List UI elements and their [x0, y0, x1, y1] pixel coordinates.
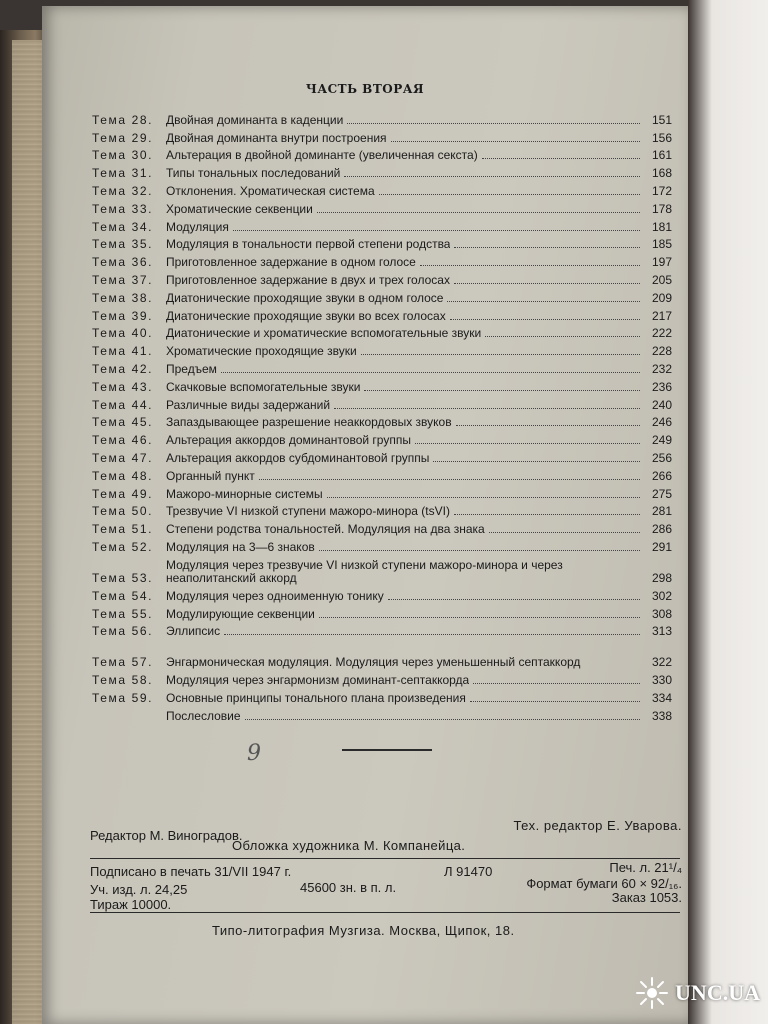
toc-theme-number: Тема 36. [92, 255, 154, 270]
toc-theme-number: Тема 37. [92, 272, 154, 287]
toc-title: Модуляция на 3—6 знаков [166, 540, 315, 554]
toc-leader-dots [245, 719, 640, 720]
imprint-run: Тираж 10000. [90, 897, 172, 912]
toc-theme-number: Тема 52. [92, 539, 154, 554]
toc-leader-dots [319, 550, 640, 551]
toc-page-number: 313 [651, 624, 672, 639]
toc-title: Трезвучие VI низкой ступени мажоро-минора (tsVI) [166, 505, 450, 519]
toc-title: Альтерация в двойной доминанте (увеличенная секста) [166, 149, 478, 163]
toc-leader-dots [221, 372, 640, 373]
toc-theme-number: Тема 30. [92, 148, 154, 163]
toc-row [92, 585, 672, 603]
toc-page-number: 168 [651, 166, 672, 181]
toc-page-number: 330 [651, 673, 672, 688]
toc-theme-number: Тема 42. [92, 361, 154, 376]
toc-row [92, 323, 672, 341]
imprint-chars: 45600 зн. в п. л. [300, 880, 397, 895]
toc-row [92, 216, 672, 234]
toc-theme-number: Тема 57. [92, 655, 154, 670]
toc-title: Приготовленное задержание в двух и трех голосах [166, 273, 450, 287]
toc-row [92, 358, 672, 376]
toc-page-number: 178 [651, 201, 672, 216]
toc-row [92, 603, 672, 621]
toc-leader-dots [327, 497, 640, 498]
imprint-rule-bottom [90, 912, 680, 913]
toc-page-number: 161 [651, 148, 672, 163]
toc-row [92, 180, 672, 198]
toc-row [92, 669, 672, 687]
toc-row [92, 340, 672, 358]
toc-theme-number: Тема 59. [92, 690, 154, 705]
toc-page-number: 172 [651, 183, 672, 198]
toc-row [92, 109, 672, 127]
divider-rule [342, 749, 432, 751]
cover-credit: Обложка художника М. Компанейца. [232, 838, 466, 853]
toc-leader-dots [489, 532, 640, 533]
toc-row [92, 501, 672, 519]
imprint-format: Формат бумаги 60 × 92/₁₆. [526, 876, 682, 891]
toc-theme-number: Тема 55. [92, 606, 154, 621]
toc-title: Типы тональных последований [166, 167, 341, 181]
toc-title: Альтерация аккордов субдоминантовой группы [166, 451, 430, 465]
toc-leader-dots [364, 390, 640, 391]
toc-title: Двойная доминанта внутри построения [166, 131, 387, 145]
toc-leader-dots [233, 230, 640, 231]
toc-leader-dots [450, 319, 640, 320]
starburst-icon [635, 976, 669, 1010]
toc-title: Предъем [166, 362, 217, 376]
toc-title: Основные принципы тонального плана произведения [166, 691, 466, 705]
toc-theme-number: Тема 56. [92, 624, 154, 639]
toc-page-number: 228 [651, 344, 672, 359]
toc-title: Эллипсис [166, 625, 221, 639]
toc-leader-dots [454, 283, 640, 284]
toc-leader-dots [454, 247, 640, 248]
toc-page-number: 249 [651, 433, 672, 448]
toc-title: Хроматические проходящие звуки [166, 345, 357, 359]
toc-leader-dots [473, 683, 640, 684]
toc-theme-number: Тема 39. [92, 308, 154, 323]
toc-row [92, 127, 672, 145]
toc-theme-number: Тема 40. [92, 326, 154, 341]
toc-page-number: 334 [651, 690, 672, 705]
toc-page-number: 246 [651, 415, 672, 430]
imprint-order: Заказ 1053. [611, 890, 682, 905]
toc-leader-dots [454, 514, 640, 515]
toc-theme-number: Тема 49. [92, 486, 154, 501]
toc-row [92, 287, 672, 305]
toc-row [92, 429, 672, 447]
toc-theme-number: Тема 51. [92, 522, 154, 537]
toc-page-number: 291 [651, 539, 672, 554]
toc-leader-dots [433, 461, 640, 462]
toc-leader-dots [470, 701, 640, 702]
toc-row [92, 198, 672, 216]
toc-title: Модуляция через энгармонизм доминант-септаккорда [166, 674, 470, 688]
toc-theme-number: Тема 58. [92, 673, 154, 688]
toc-page-number: 156 [651, 130, 672, 145]
toc-leader-dots [388, 599, 640, 600]
toc-page-number: 217 [651, 308, 672, 323]
toc-row [92, 638, 672, 669]
toc-page-number: 266 [651, 468, 672, 483]
toc-leader-dots [379, 194, 640, 195]
toc-page-number: 338 [651, 708, 672, 723]
toc-title: Степени родства тональностей. Модуляция на два знака [166, 523, 485, 537]
imprint-publ: Уч. изд. л. 24,25 [90, 882, 188, 897]
toc-title: Диатонические проходящие звуки во всех голосах [166, 309, 446, 323]
toc-row [92, 554, 672, 585]
toc-title: Альтерация аккордов доминантовой группы [166, 434, 411, 448]
toc-page-number: 286 [651, 522, 672, 537]
toc-theme-number: Тема 50. [92, 504, 154, 519]
toc-theme-number: Тема 54. [92, 588, 154, 603]
toc-title: Модулирующие секвенции [166, 607, 315, 621]
toc-row [92, 465, 672, 483]
page-edges [12, 40, 46, 1024]
toc-row [92, 376, 672, 394]
toc-page-number: 236 [651, 379, 672, 394]
toc-leader-dots [317, 212, 640, 213]
toc-row [92, 234, 672, 252]
toc-theme-number: Тема 45. [92, 415, 154, 430]
toc-title: Энгармоническая модуляция. Модуляция через уменьшенный септаккорд [166, 656, 581, 670]
toc-theme-number: Тема 44. [92, 397, 154, 412]
toc-leader-dots [456, 425, 640, 426]
toc-theme-number: Тема 38. [92, 290, 154, 305]
toc-title: Различные виды задержаний [166, 398, 331, 412]
signature-mark: 9 [247, 741, 261, 766]
toc-title: Двойная доминанта в каденции [166, 113, 344, 127]
book-page [42, 6, 688, 1024]
toc-title: Хроматические секвенции [166, 202, 313, 216]
toc-theme-number: Тема 35. [92, 237, 154, 252]
toc-leader-dots [482, 158, 640, 159]
watermark-text: UNC.UA [675, 980, 760, 1005]
part-title: ЧАСТЬ ВТОРАЯ [305, 82, 425, 96]
toc-row [92, 687, 672, 705]
table-of-contents [92, 109, 672, 723]
imprint-sheets: Печ. л. 21¹/₄ [609, 860, 682, 875]
toc-theme-number: Тема 46. [92, 433, 154, 448]
toc-row [92, 518, 672, 536]
toc-row [92, 447, 672, 465]
toc-theme-number: Тема 31. [92, 166, 154, 181]
editor-credit: Редактор М. Виноградов. [90, 828, 243, 843]
toc-theme-number: Тема 32. [92, 183, 154, 198]
toc-leader-dots [344, 176, 640, 177]
imprint-rule-top [90, 858, 680, 859]
toc-page-number: 205 [651, 272, 672, 287]
toc-title: Скачковые вспомогательные звуки [166, 380, 361, 394]
toc-page-number: 298 [651, 570, 672, 585]
toc-leader-dots [415, 443, 640, 444]
imprint-signed: Подписано в печать 31/VII 1947 г. [90, 864, 292, 879]
toc-leader-dots [447, 301, 640, 302]
toc-title: Модуляция [166, 220, 229, 234]
toc-theme-number: Тема 47. [92, 450, 154, 465]
toc-title: Приготовленное задержание в одном голосе [166, 256, 416, 270]
toc-page-number: 302 [651, 588, 672, 603]
toc-leader-dots [334, 408, 640, 409]
toc-page-number: 232 [651, 361, 672, 376]
toc-page-number: 322 [651, 655, 672, 670]
toc-title: Модуляция через одноименную тонику [166, 589, 384, 603]
toc-row [92, 705, 672, 723]
printer-line: Типо-литография Музгиза. Москва, Щипок, 18. [212, 923, 515, 938]
toc-theme-number: Тема 43. [92, 379, 154, 394]
toc-leader-dots [224, 634, 640, 635]
toc-page-number: 197 [651, 255, 672, 270]
toc-page-number: 240 [651, 397, 672, 412]
toc-title: Диатонические проходящие звуки в одном голосе [166, 291, 444, 305]
right-page [688, 0, 768, 1024]
toc-title: Модуляция в тональности первой степени родства [166, 238, 451, 252]
toc-title: Органный пункт [166, 469, 255, 483]
tech-editor-credit: Тех. редактор Е. Уварова. [513, 818, 682, 833]
toc-theme-number: Тема 33. [92, 201, 154, 216]
toc-leader-dots [319, 617, 640, 618]
toc-row [92, 251, 672, 269]
toc-page-number: 181 [651, 219, 672, 234]
toc-row [92, 412, 672, 430]
toc-page-number: 281 [651, 504, 672, 519]
toc-page-number: 222 [651, 326, 672, 341]
toc-theme-number: Тема 53. [92, 570, 154, 585]
toc-page-number: 185 [651, 237, 672, 252]
toc-title: Запаздывающее разрешение неаккордовых звуков [166, 416, 452, 430]
toc-row [92, 145, 672, 163]
toc-row [92, 394, 672, 412]
toc-page-number: 275 [651, 486, 672, 501]
toc-page-number: 209 [651, 290, 672, 305]
toc-leader-dots [347, 123, 640, 124]
toc-leader-dots [259, 479, 640, 480]
toc-row [92, 536, 672, 554]
toc-page-number: 308 [651, 606, 672, 621]
toc-theme-number: Тема 48. [92, 468, 154, 483]
toc-leader-dots [420, 265, 640, 266]
toc-row [92, 269, 672, 287]
toc-title: Диатонические и хроматические вспомогательные звуки [166, 327, 482, 341]
toc-theme-number: Тема 41. [92, 344, 154, 359]
toc-page-number: 151 [651, 112, 672, 127]
toc-leader-dots [391, 141, 640, 142]
toc-leader-dots [485, 336, 640, 337]
toc-title: Отклонения. Хроматическая система [166, 184, 375, 198]
toc-row [92, 483, 672, 501]
toc-theme-number: Тема 29. [92, 130, 154, 145]
toc-title: Модуляция через трезвучие VI низкой ступени мажоро-минора и через неаполитанский аккорд [166, 558, 563, 585]
toc-row [92, 621, 672, 639]
toc-row [92, 162, 672, 180]
toc-theme-number: Тема 34. [92, 219, 154, 234]
toc-title: Послесловие [166, 709, 241, 723]
toc-theme-number: Тема 28. [92, 112, 154, 127]
watermark [635, 976, 760, 1010]
toc-title: Мажоро-минорные системы [166, 487, 323, 501]
toc-page-number: 256 [651, 450, 672, 465]
toc-leader-dots [361, 354, 640, 355]
imprint-code: Л 91470 [444, 864, 493, 879]
toc-row [92, 305, 672, 323]
